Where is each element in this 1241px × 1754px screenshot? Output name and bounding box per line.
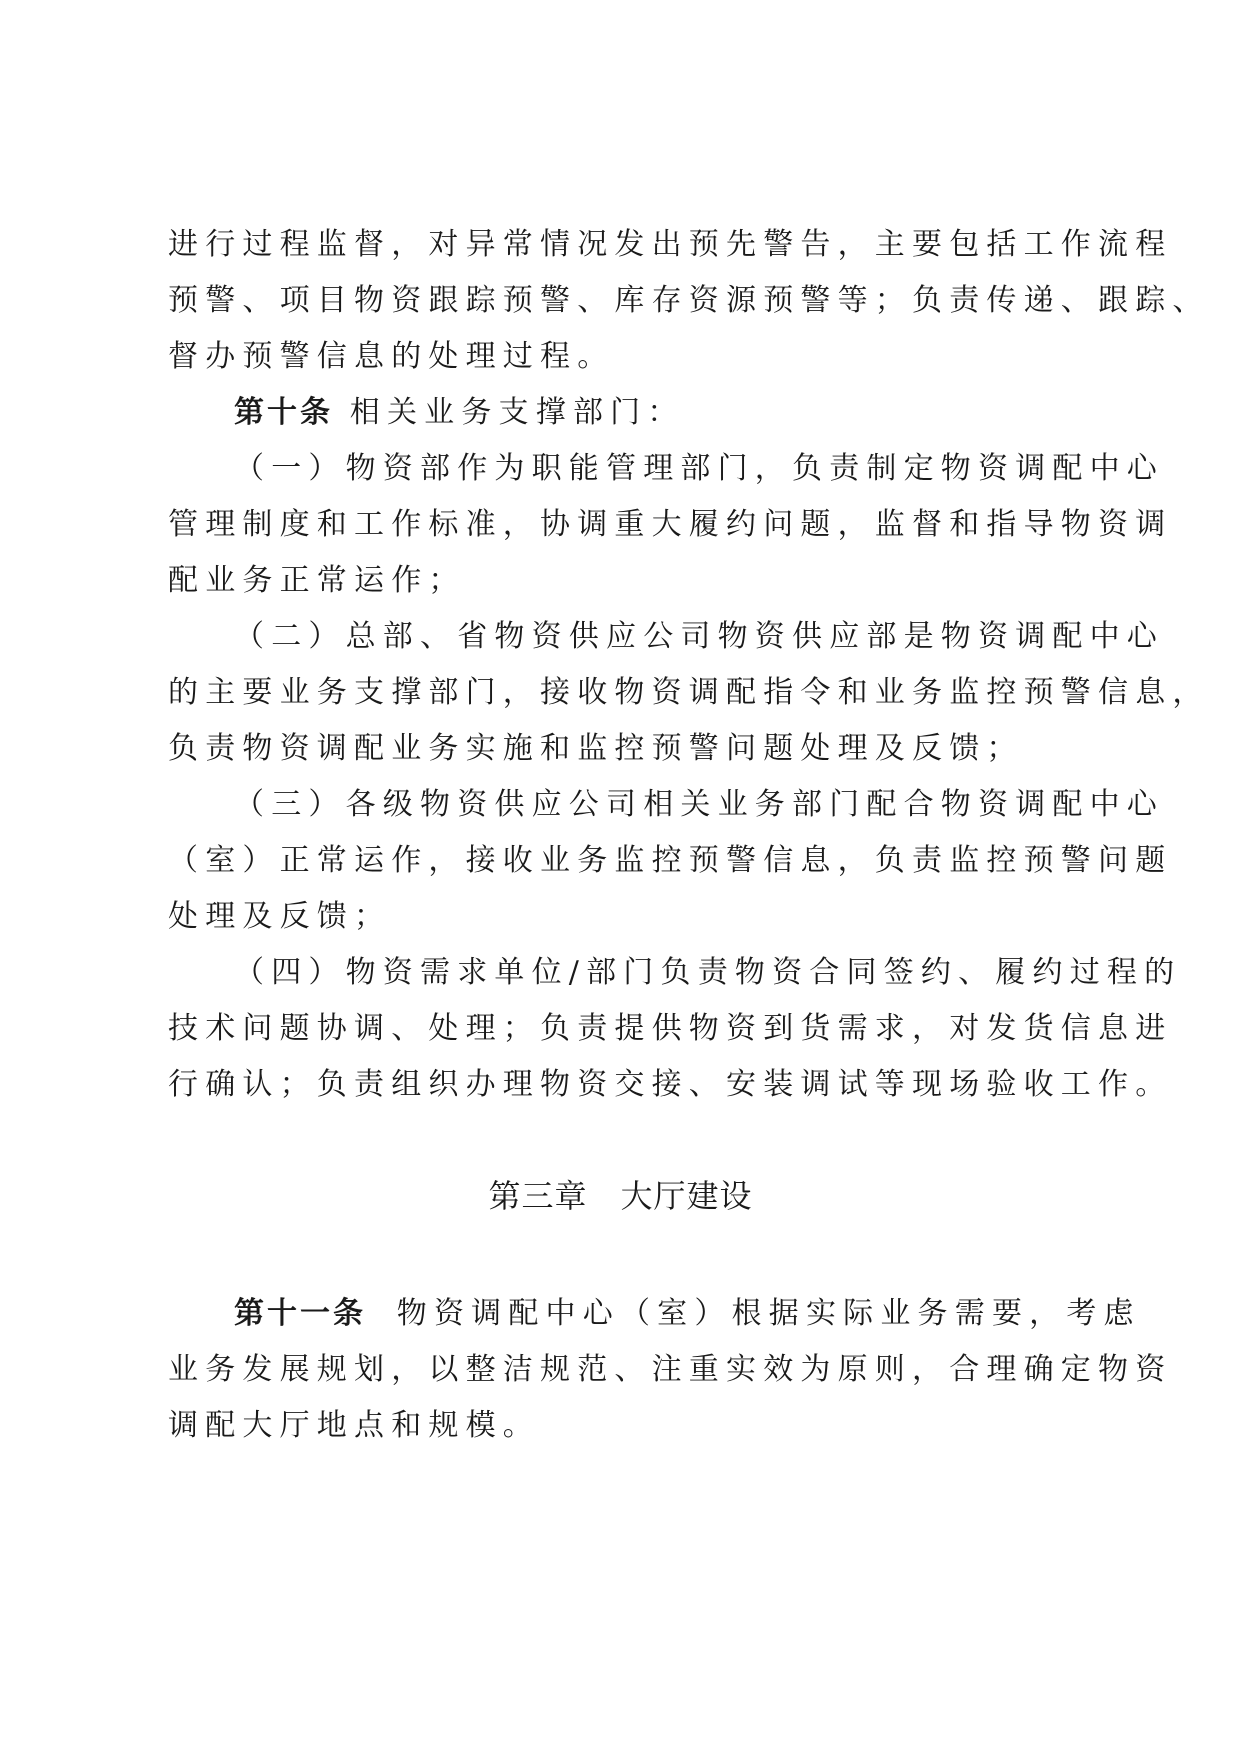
- item-3-line: （三）各级物资供应公司相关业务部门配合物资调配中心: [234, 787, 1164, 822]
- item-3-line: 处理及反馈；: [168, 899, 392, 934]
- item-4-line: 行确认；负责组织办理物资交接、安装调试等现场验收工作。: [168, 1067, 1173, 1102]
- chapter-heading: 第三章 大厅建设: [488, 1177, 753, 1215]
- article-11-line: 调配大厅地点和规模。: [168, 1408, 540, 1443]
- article-11-label: 第十一条: [234, 1296, 366, 1331]
- item-1-line: （一）物资部作为职能管理部门，负责制定物资调配中心: [234, 451, 1164, 486]
- item-1-line: 配业务正常运作；: [168, 563, 466, 598]
- paragraph-line: 预警、项目物资跟踪预警、库存资源预警等；负责传递、跟踪、: [168, 283, 1210, 318]
- article-10: [234, 393, 1164, 433]
- item-4-line: （四）物资需求单位/部门负责物资合同签约、履约过程的: [234, 955, 1182, 990]
- paragraph-line: 督办预警信息的处理过程。: [168, 339, 615, 374]
- article-10-label: 第十条: [234, 395, 333, 430]
- article-11: [234, 1294, 1164, 1334]
- item-2-line: （二）总部、省物资供应公司物资供应部是物资调配中心: [234, 619, 1164, 654]
- article-11-line: 业务发展规划，以整洁规范、注重实效为原则，合理确定物资: [168, 1352, 1173, 1387]
- item-2-line: 负责物资调配业务实施和监控预警问题处理及反馈；: [168, 731, 1024, 766]
- paragraph-line: 进行过程监督，对异常情况发出预先警告，主要包括工作流程: [168, 227, 1173, 262]
- article-11-text: 物资调配中心（室）根据实际业务需要，考虑: [396, 1296, 1141, 1331]
- item-2-line: 的主要业务支撑部门，接收物资调配指令和业务监控预警信息，: [168, 675, 1210, 710]
- item-3-line: （室）正常运作，接收业务监控预警信息，负责监控预警问题: [168, 843, 1173, 878]
- item-4-line: 技术问题协调、处理；负责提供物资到货需求，对发货信息进: [168, 1011, 1173, 1046]
- item-1-line: 管理制度和工作标准，协调重大履约问题，监督和指导物资调: [168, 507, 1173, 542]
- article-10-text: 相关业务支撑部门：: [349, 395, 685, 430]
